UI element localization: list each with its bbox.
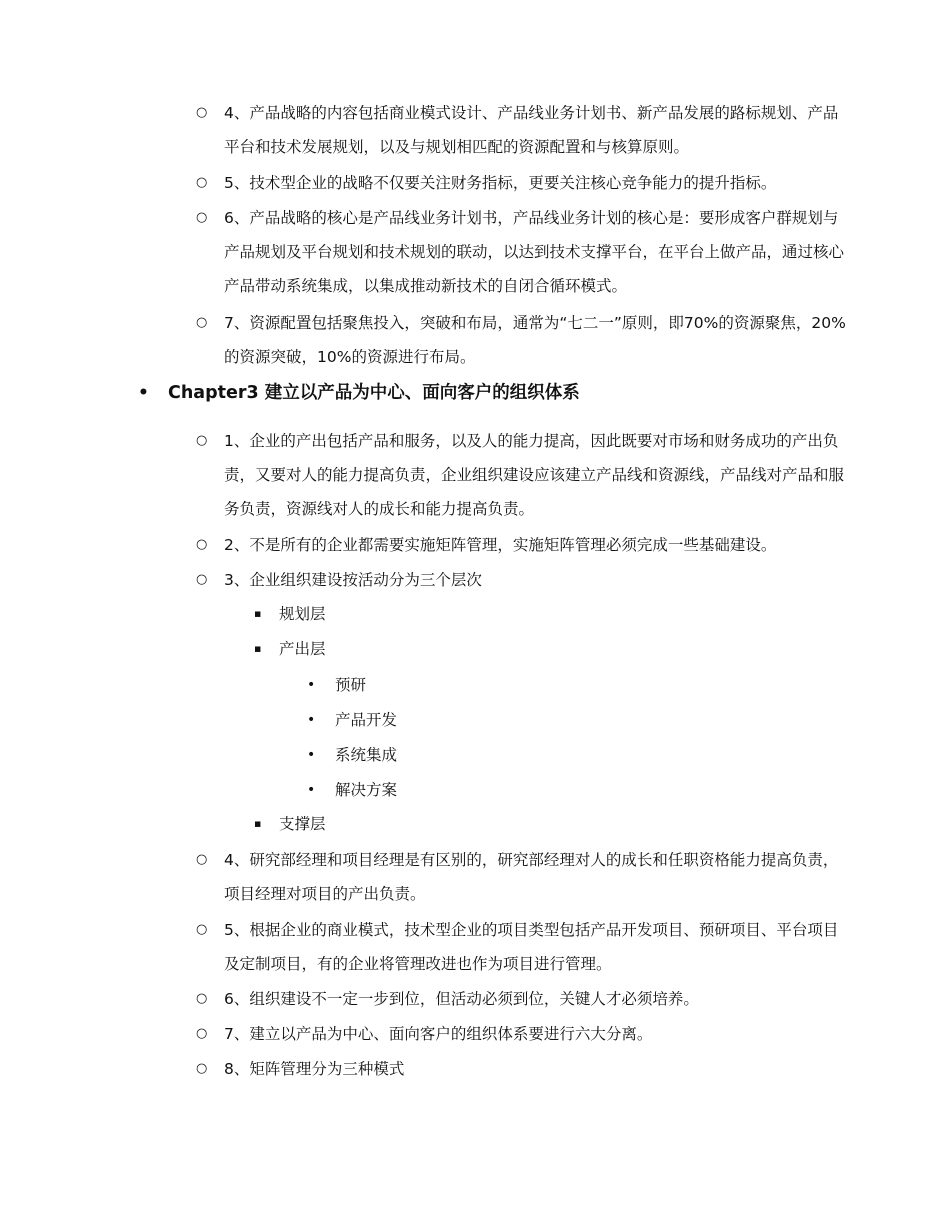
dot-bullet-icon: • [307, 747, 316, 763]
sub-list-item [254, 597, 839, 631]
hollow-circle-bullet-icon: ○ [196, 210, 208, 225]
sub-sub-list-item [307, 668, 835, 702]
hollow-circle-bullet-icon: ○ [196, 105, 208, 120]
list-item-text: 8、矩阵管理分为三种模式 [224, 1060, 405, 1078]
list-item-text: 7、建立以产品为中心、面向客户的组织体系要进行六大分离。 [224, 1025, 653, 1043]
list-item-text: 4、产品战略的内容包括商业模式设计、产品线业务计划书、新产品发展的路标规划、产品平台和技术发展规划，以及与规划相匹配的资源配置和与核算原则。 [224, 104, 839, 156]
list-item-text: 7、资源配置包括聚焦投入，突破和布局，通常为“七二一”原则，即70%的资源聚焦，20%的资源突破，10%的资源进行布局。 [224, 314, 846, 366]
list-item-text: 5、根据企业的商业模式，技术型企业的项目类型包括产品开发项目、预研项目、平台项目及定制项目，有的企业将管理改进也作为项目进行管理。 [224, 921, 839, 973]
chapter-title: Chapter3 建立以产品为中心、面向客户的组织体系 [168, 383, 580, 403]
chapter-heading [138, 376, 580, 410]
list-item [196, 913, 848, 981]
sub-sub-list-item [307, 703, 835, 737]
list-item [196, 96, 848, 164]
list-item-text: 6、组织建设不一定一步到位，但活动必须到位，关键人才必须培养。 [224, 990, 699, 1008]
square-bullet-icon: ▪ [254, 642, 262, 655]
sub-list-item-text: 支撑层 [279, 815, 326, 833]
list-item [196, 306, 848, 374]
list-item [196, 843, 848, 911]
list-item [196, 1052, 848, 1086]
sub-list-item [254, 632, 839, 666]
hollow-circle-bullet-icon: ○ [196, 1026, 208, 1041]
dot-bullet-icon: • [307, 677, 316, 693]
list-item-text: 5、技术型企业的战略不仅要关注财务指标，更要关注核心竞争能力的提升指标。 [224, 174, 777, 192]
sub-sub-list-item [307, 738, 835, 772]
sub-sub-list-item-text: 解决方案 [335, 781, 398, 799]
square-bullet-icon: ▪ [254, 607, 262, 620]
hollow-circle-bullet-icon: ○ [196, 433, 208, 448]
list-item [196, 166, 848, 200]
list-item-text: 6、产品战略的核心是产品线业务计划书，产品线业务计划的核心是：要形成客户群规划与产品规划及平台规划和技术规划的联动，以达到技术支撑平台，在平台上做产品，通过核心产品带动系统集成，以集成推动新技术的自闭合循环模式。 [224, 209, 845, 295]
list-item [196, 1017, 848, 1051]
list-item-text: 3、企业组织建设按活动分为三个层次 [224, 571, 482, 589]
hollow-circle-bullet-icon: ○ [196, 175, 208, 190]
list-item [196, 424, 848, 526]
dot-bullet-icon: • [307, 712, 316, 728]
hollow-circle-bullet-icon: ○ [196, 537, 208, 552]
dot-bullet-icon: • [307, 782, 316, 798]
sub-sub-list-item-text: 产品开发 [335, 711, 398, 729]
sub-list-item [254, 807, 839, 841]
list-item-text: 2、不是所有的企业都需要实施矩阵管理，实施矩阵管理必须完成一些基础建设。 [224, 536, 777, 554]
sub-sub-list-item [307, 773, 835, 807]
list-item [196, 201, 848, 303]
list-item-text: 1、企业的产出包括产品和服务，以及人的能力提高，因此既要对市场和财务成功的产出负责，又要对人的能力提高负责，企业组织建设应该建立产品线和资源线，产品线对产品和服务负责，资源线对人的成长和能力提高负责。 [224, 432, 845, 518]
list-item [196, 528, 848, 562]
list-item-text: 4、研究部经理和项目经理是有区别的，研究部经理对人的成长和任职资格能力提高负责，项目经理对项目的产出负责。 [224, 851, 839, 903]
list-item [196, 982, 848, 1016]
sub-sub-list-item-text: 预研 [335, 676, 367, 694]
sub-list-item-text: 规划层 [279, 605, 326, 623]
sub-sub-list-item-text: 系统集成 [335, 746, 398, 764]
hollow-circle-bullet-icon: ○ [196, 991, 208, 1006]
list-item [196, 563, 848, 597]
hollow-circle-bullet-icon: ○ [196, 572, 208, 587]
hollow-circle-bullet-icon: ○ [196, 1061, 208, 1076]
square-bullet-icon: ▪ [254, 817, 262, 830]
solid-dot-bullet-icon: • [138, 383, 149, 403]
hollow-circle-bullet-icon: ○ [196, 315, 208, 330]
hollow-circle-bullet-icon: ○ [196, 922, 208, 937]
hollow-circle-bullet-icon: ○ [196, 852, 208, 867]
sub-list-item-text: 产出层 [279, 640, 326, 658]
